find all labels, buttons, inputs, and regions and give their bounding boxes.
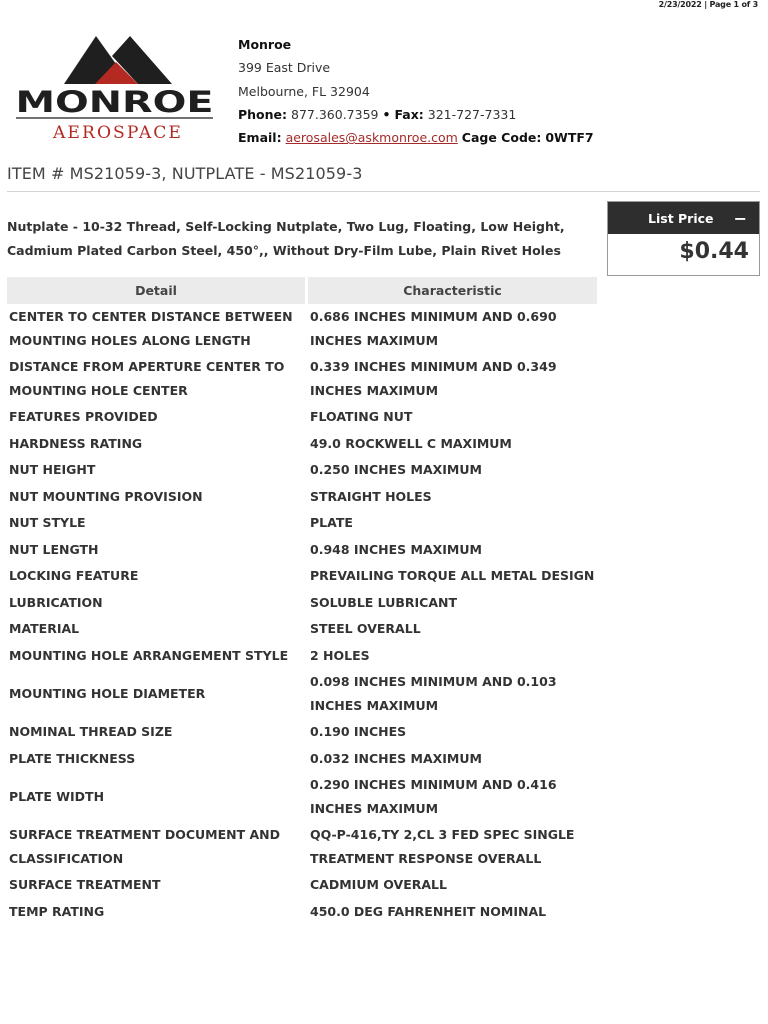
svg-text:MONROE: MONROE <box>15 85 214 119</box>
detail-cell: DISTANCE FROM APERTURE CENTER TO MOUNTING HOLE CENTER <box>9 359 285 398</box>
item-description: Nutplate - 10-32 Thread, Self-Locking Nutplate, Two Lug, Floating, Low Height, Cadmium Plated Carbon Steel, 450°,, Without Dry-Film Lube, Plain Rivet Holes <box>7 219 565 258</box>
characteristic-column-header: Characteristic <box>308 277 597 304</box>
detail-cell: HARDNESS RATING <box>9 435 143 451</box>
characteristic-cell: STRAIGHT HOLES <box>310 488 432 504</box>
detail-cell: NUT HEIGHT <box>9 462 96 477</box>
characteristic-cell: 0.339 INCHES MINIMUM AND 0.349 INCHES MAXIMUM <box>310 359 557 398</box>
characteristic-cell: 0.098 INCHES MINIMUM AND 0.103 INCHES MAXIMUM <box>310 674 557 713</box>
table-row <box>7 563 597 590</box>
table-row <box>7 537 597 564</box>
monroe-aerospace-logo <box>12 32 217 144</box>
table-row <box>7 354 597 404</box>
table-row <box>7 772 597 822</box>
table-row <box>7 899 597 926</box>
detail-cell: MATERIAL <box>9 621 80 636</box>
characteristic-cell: QQ-P-416,TY 2,CL 3 FED SPEC SINGLE TREATMENT RESPONSE OVERALL <box>310 827 575 866</box>
fax-number: 321-727-7331 <box>427 106 517 122</box>
detail-cell: CENTER TO CENTER DISTANCE BETWEEN MOUNTING HOLES ALONG LENGTH <box>9 309 293 348</box>
table-row <box>7 590 597 617</box>
detail-cell: TEMP RATING <box>9 903 105 919</box>
table-row <box>7 404 597 431</box>
separator-dot: • <box>382 106 391 122</box>
characteristic-cell: 49.0 ROCKWELL C MAXIMUM <box>310 435 512 451</box>
page-meta: 2/23/2022 | Page 1 of 3 <box>658 0 758 9</box>
cage-code-value: 0WTF7 <box>545 130 594 146</box>
detail-cell: FEATURES PROVIDED <box>9 409 158 424</box>
phone-label: Phone: <box>238 106 288 122</box>
detail-cell: NOMINAL THREAD SIZE <box>9 724 173 739</box>
characteristic-cell: STEEL OVERALL <box>310 621 421 636</box>
table-row <box>7 643 597 670</box>
characteristic-cell: PLATE <box>310 515 353 530</box>
item-title: ITEM # MS21059-3, NUTPLATE - MS21059-3 <box>7 164 760 192</box>
detail-cell: LUBRICATION <box>9 594 103 610</box>
address-line-1: 399 East Drive <box>238 60 331 76</box>
price-header <box>608 202 759 234</box>
detail-cell: NUT MOUNTING PROVISION <box>9 488 203 504</box>
detail-cell: PLATE THICKNESS <box>9 750 136 766</box>
price-box <box>607 201 760 276</box>
detail-column-header: Detail <box>7 277 305 304</box>
company-name: Monroe <box>238 37 292 52</box>
detail-cell: NUT LENGTH <box>9 541 99 557</box>
detail-cell: SURFACE TREATMENT DOCUMENT AND CLASSIFICATION <box>9 827 281 866</box>
detail-cell: MOUNTING HOLE DIAMETER <box>9 685 206 701</box>
characteristic-cell: 0.290 INCHES MINIMUM AND 0.416 INCHES MAXIMUM <box>310 777 557 816</box>
table-row <box>7 746 597 773</box>
fax-label: Fax: <box>394 106 424 122</box>
phone-number: 877.360.7359 <box>291 106 379 122</box>
detail-cell: NUT STYLE <box>9 515 86 530</box>
characteristic-cell: 0.032 INCHES MAXIMUM <box>310 750 482 766</box>
cage-code-label: Cage Code: <box>461 130 542 146</box>
table-row <box>7 304 597 354</box>
price-value: $0.44 <box>679 239 749 264</box>
address-line-2: Melbourne, FL 32904 <box>238 83 370 99</box>
characteristic-cell: SOLUBLE LUBRICANT <box>310 594 457 610</box>
email-label: Email: <box>238 130 282 146</box>
characteristic-cell: FLOATING NUT <box>310 409 413 424</box>
characteristic-cell: 0.250 INCHES MAXIMUM <box>310 462 482 477</box>
detail-cell: SURFACE TREATMENT <box>9 877 161 892</box>
characteristic-cell: CADMIUM OVERALL <box>310 877 447 892</box>
table-row <box>7 484 597 511</box>
table-row <box>7 872 597 899</box>
characteristic-cell: 450.0 DEG FAHRENHEIT NOMINAL <box>310 903 547 919</box>
characteristic-cell: 2 HOLES <box>310 647 370 663</box>
detail-cell: PLATE WIDTH <box>9 788 105 804</box>
collapse-toggle-icon[interactable]: − <box>733 208 747 228</box>
spec-table <box>4 277 600 925</box>
table-row <box>7 669 597 719</box>
detail-cell: MOUNTING HOLE ARRANGEMENT STYLE <box>9 647 289 663</box>
characteristic-cell: 0.686 INCHES MINIMUM AND 0.690 INCHES MAXIMUM <box>310 309 557 348</box>
table-row <box>7 457 597 484</box>
table-row <box>7 719 597 746</box>
table-row <box>7 616 597 643</box>
characteristic-cell: 0.948 INCHES MAXIMUM <box>310 541 482 557</box>
table-row <box>7 510 597 537</box>
table-row <box>7 822 597 872</box>
characteristic-cell: PREVAILING TORQUE ALL METAL DESIGN <box>310 568 595 583</box>
table-row <box>7 431 597 458</box>
email-link[interactable]: aerosales@askmonroe.com <box>285 130 458 146</box>
list-price-label: List Price <box>648 210 714 226</box>
company-contact <box>238 33 594 149</box>
characteristic-cell: 0.190 INCHES <box>310 724 407 739</box>
svg-text:AEROSPACE: AEROSPACE <box>51 123 183 143</box>
detail-cell: LOCKING FEATURE <box>9 568 139 583</box>
